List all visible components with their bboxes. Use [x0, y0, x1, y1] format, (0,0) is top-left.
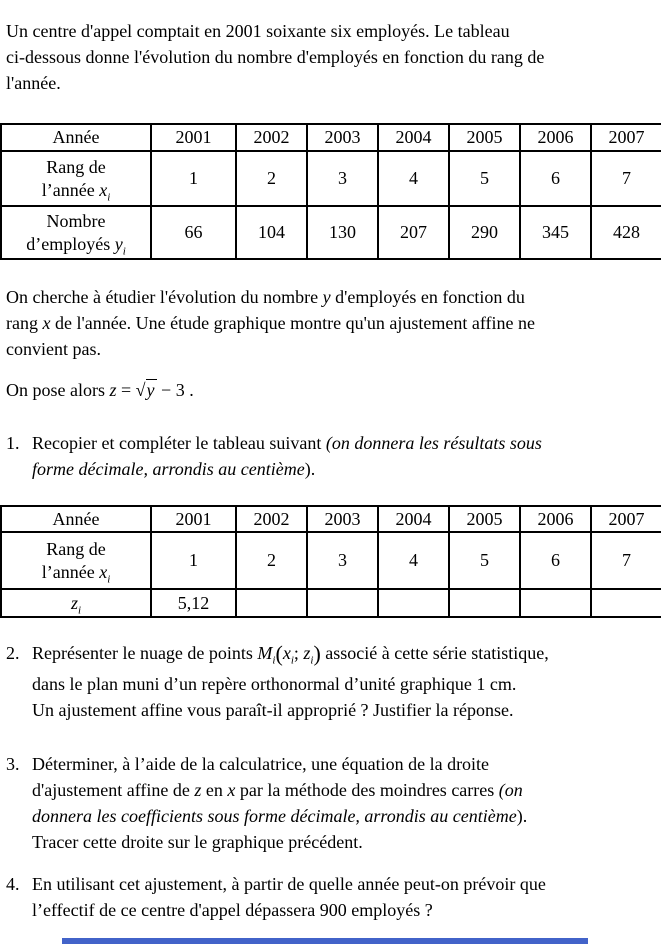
- variable-x: x: [99, 179, 108, 200]
- year-header-cell: 2002: [236, 506, 307, 532]
- z-values-table: [0, 505, 661, 618]
- sqrt-radicand: y: [146, 380, 155, 400]
- variable-z: z: [194, 780, 202, 800]
- row-label-cell: [1, 151, 151, 206]
- table-cell: [307, 589, 378, 617]
- sqrt-sign: √: [135, 380, 146, 400]
- row-label-cell: [1, 206, 151, 259]
- paren-close: ): [313, 641, 321, 666]
- subscript-i: i: [290, 654, 294, 667]
- table-cell: 3: [307, 151, 378, 206]
- question-1: [6, 430, 657, 482]
- intro-line-3: l'année.: [6, 73, 61, 93]
- subscript-i: i: [272, 654, 276, 667]
- year-header-cell: 2005: [449, 506, 520, 532]
- row-label-text: Rang de: [46, 538, 106, 559]
- year-header-cell: 2004: [378, 124, 449, 151]
- sqrt-expression: [136, 379, 157, 400]
- question-1-line-1: 1. Recopier et compléter le tableau suivant (on donnera les résultats sous: [6, 430, 657, 456]
- table-cell: 130: [307, 206, 378, 259]
- question-2-line-3: Un ajustement affine vous paraît-il approprié ? Justifier la réponse.: [32, 700, 514, 720]
- row-label-text: Nombre: [46, 210, 106, 231]
- subscript-i: i: [122, 245, 126, 258]
- study-paragraph: [6, 284, 657, 362]
- table-cell: 2: [236, 532, 307, 589]
- question-4-line-1: 4. En utilisant cet ajustement, à partir de quelle année peut-on prévoir que: [6, 871, 657, 897]
- table-cell: 3: [307, 532, 378, 589]
- subscript-i: i: [77, 604, 82, 617]
- table-cell: 5: [449, 532, 520, 589]
- table-row: [1, 206, 661, 259]
- table-row: [1, 124, 661, 151]
- table-cell: 6: [520, 151, 591, 206]
- table-cell: 4: [378, 532, 449, 589]
- equals-sign: =: [116, 380, 136, 400]
- year-header-cell: 2003: [307, 124, 378, 151]
- question-number: 4.: [6, 874, 20, 894]
- variable-z: z: [303, 643, 311, 663]
- row-label-text: l’année: [41, 561, 100, 582]
- variable-M: M: [257, 643, 273, 663]
- subscript-i: i: [107, 191, 111, 204]
- table-cell: 207: [378, 206, 449, 259]
- table-cell: 7: [591, 151, 661, 206]
- question-3-line-1: 3. Déterminer, à l’aide de la calculatrice, une équation de la droite: [6, 751, 657, 777]
- horizontal-scrollbar-thumb[interactable]: [62, 938, 588, 944]
- row-label-cell: [1, 589, 151, 617]
- question-4-line-2: l’effectif de ce centre d'appel dépassera 900 employés ?: [32, 900, 433, 920]
- employees-table: [0, 123, 661, 260]
- subscript-i: i: [107, 573, 111, 586]
- year-header-cell: 2007: [591, 124, 661, 151]
- table-cell: [449, 589, 520, 617]
- table-cell: 5,12: [151, 589, 236, 617]
- variable-x: x: [99, 561, 108, 582]
- table-cell: 66: [151, 206, 236, 259]
- table-row: [1, 589, 661, 617]
- table-cell: [520, 589, 591, 617]
- year-header-cell: 2001: [151, 506, 236, 532]
- question-2-line-2: dans le plan muni d’un repère orthonormal d’unité graphique 1 cm.: [32, 674, 517, 694]
- table-row: [1, 506, 661, 532]
- formula-post-text: − 3 .: [156, 380, 194, 400]
- question-number: 2.: [6, 643, 20, 663]
- question-2: [6, 640, 657, 723]
- year-header-cell: 2007: [591, 506, 661, 532]
- question-3: [6, 751, 657, 855]
- row-label-text: l’année: [41, 179, 100, 200]
- table-cell: [378, 589, 449, 617]
- variable-z: z: [70, 592, 78, 613]
- variable-x: x: [227, 780, 236, 800]
- table-row: [1, 532, 661, 589]
- question-number: 1.: [6, 433, 20, 453]
- variable-x: x: [42, 313, 51, 333]
- question-3-line-2: d'ajustement affine de z en x par la méthode des moindres carres (on: [32, 780, 523, 800]
- table-cell: 1: [151, 151, 236, 206]
- year-header-cell: 2001: [151, 124, 236, 151]
- subscript-i: i: [310, 654, 314, 667]
- year-header-cell: 2005: [449, 124, 520, 151]
- table-cell: 6: [520, 532, 591, 589]
- year-header-cell: 2002: [236, 124, 307, 151]
- question-1-line-2: forme décimale, arrondis au centième).: [32, 459, 316, 479]
- table-cell: [236, 589, 307, 617]
- question-3-line-4: Tracer cette droite sur le graphique précédent.: [32, 832, 363, 852]
- year-header-cell: 2006: [520, 506, 591, 532]
- separator: ;: [293, 643, 304, 663]
- row-label-text: Rang de: [46, 156, 106, 177]
- table-cell: 1: [151, 532, 236, 589]
- table-row: [1, 151, 661, 206]
- table-cell: 428: [591, 206, 661, 259]
- table-cell: 104: [236, 206, 307, 259]
- row-label-cell: [1, 532, 151, 589]
- table-cell: [591, 589, 661, 617]
- table-cell: 5: [449, 151, 520, 206]
- table-cell: 290: [449, 206, 520, 259]
- variable-z: z: [109, 380, 117, 400]
- study-line-2: rang x de l'année. Une étude graphique montre qu'un ajustement affine ne: [6, 313, 535, 333]
- table-cell: 7: [591, 532, 661, 589]
- row-label-cell: Année: [1, 506, 151, 532]
- year-header-cell: 2003: [307, 506, 378, 532]
- formula-pre-text: On pose alors: [6, 380, 110, 400]
- year-header-cell: 2006: [520, 124, 591, 151]
- variable-x: x: [282, 643, 291, 663]
- study-line-3: convient pas.: [6, 339, 101, 359]
- variable-y: y: [114, 233, 123, 254]
- question-number: 3.: [6, 754, 20, 774]
- study-line-1: On cherche à étudier l'évolution du nombre y d'employés en fonction du: [6, 287, 525, 307]
- intro-line-2: ci-dessous donne l'évolution du nombre d'employés en fonction du rang de: [6, 47, 545, 67]
- variable-y: y: [322, 287, 331, 307]
- question-3-line-3: donnera les coefficients sous forme décimale, arrondis au centième).: [32, 806, 528, 826]
- row-label-cell: Année: [1, 124, 151, 151]
- year-header-cell: 2004: [378, 506, 449, 532]
- intro-paragraph: [6, 18, 657, 96]
- intro-line-1: Un centre d'appel comptait en 2001 soixante six employés. Le tableau: [6, 21, 510, 41]
- formula-line: [6, 377, 657, 403]
- question-2-line-1: 2. Représenter le nuage de points $M_i(x_i$; $z_i$) associé à cette série statistique,: [6, 641, 549, 667]
- paren-open: (: [275, 641, 283, 666]
- table-cell: 2: [236, 151, 307, 206]
- row-label-text: d’employés: [26, 233, 115, 254]
- table-cell: 345: [520, 206, 591, 259]
- question-4: [6, 871, 657, 923]
- table-cell: 4: [378, 151, 449, 206]
